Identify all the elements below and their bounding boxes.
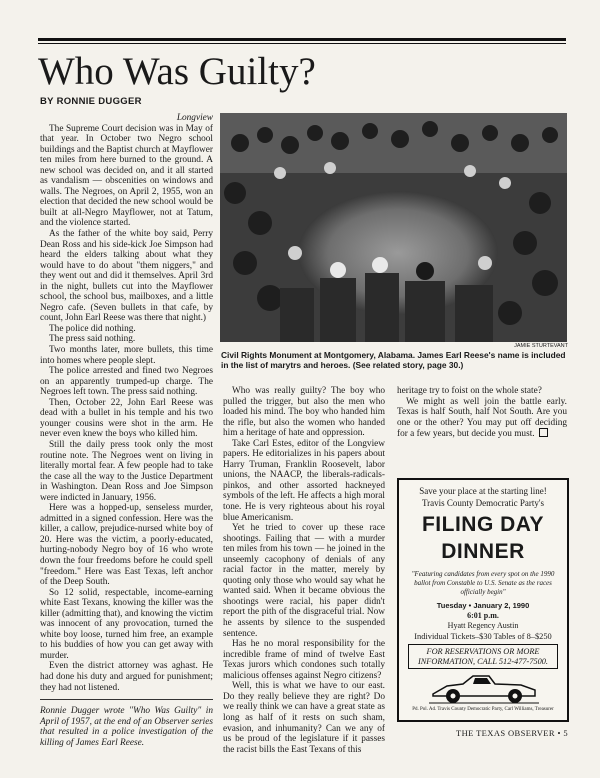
article-column-3: [397, 386, 567, 440]
paragraph: The police did nothing.: [49, 323, 136, 334]
photo-caption: Civil Rights Monument at Montgomery, Alabama. James Earl Reese's name is included in the list of marytrs and heroes. (See related story, page 30.): [221, 350, 566, 370]
article-column-2: [223, 386, 385, 755]
photo-credit: JAMIE STURTEVANT: [514, 343, 568, 349]
dateline: Longview: [176, 113, 213, 123]
paragraph-text: We might as well join the battle early. Texas is half South, half Not South. Are you one or the other? You may put off deciding for a few years, but decide you must.: [397, 396, 567, 440]
paragraph: Two months later, more bullets, this time into homes where people slept.: [40, 345, 213, 366]
article-title: Who Was Guilty?: [38, 50, 316, 93]
paragraph: Even the district attorney was aghast. He had done his duty and argued for punishment; they had not listened.: [40, 661, 213, 693]
ad-tagline: Save your place at the starting line!: [419, 486, 547, 496]
crowd-photo-image: [220, 113, 567, 342]
article-column-1: [40, 113, 213, 748]
paragraph: Here was a hopped-up, senseless murder, admitted in a signed confession. Here was the killer, a callow, prejudice-nursed white boy of 20. Here was the victim, a poorly-educated, hurting-nobody Negro boy of 16 who wrote down the four freedoms before he could spell "freedom." Here was East Texas, left anchor of the Deep South.: [40, 503, 213, 588]
dinner-advertisement: [397, 478, 569, 722]
ad-sponsor: Travis County Democratic Party's: [421, 498, 545, 508]
header-rule-thin: [38, 43, 566, 44]
race-car-icon: [429, 670, 539, 704]
paragraph: heritage try to foist on the whole state?: [397, 386, 542, 396]
end-mark-icon: [539, 428, 548, 437]
paragraph: Still the daily press took only the most routine note. The Negroes went on living in literally mortal fear. A few people had to take the case all the way to the Justice Department in Washington. Dean Ross and Joe Simpson were indicted in January, 1956.: [40, 439, 213, 503]
ad-title-line-1: FILING DAY: [421, 513, 545, 536]
ad-featuring: "Featuring candidates from every spot on the 1990 ballot from Constable to U.S. Senate as the races officially begin": [411, 570, 555, 596]
paragraph: Has he no moral responsibility for the incredible frame of mind of twelve East Texas jurors which condones such totally malicious offenses against Negro citizens?: [223, 639, 385, 681]
paragraph: Yet he tried to cover up these race shootings. Failing that — with a murder ten miles from his town — he joined in the unseemly cacophony of denials of any racial factor in the matter, merely by quoting only those who would say what he wanted said. When it became obvious the shootings were racial, his paper didn't report the pith of the disgraceful trial. Now he assents by silence to the suspended sentence.: [223, 523, 385, 639]
ad-paid-notice: Pd. Pol. Ad. Travis County Democratic Party, Carl Williams, Treasurer: [412, 707, 554, 712]
paragraph: As the father of the white boy said, Perry Dean Ross and his side-kick Joe Simpson had heard the elders talking about what they would have to do about "them niggers," and they went out and did it themselves. April 3rd in the night, bullets cut into the Mayflower school, the school bus, mailboxes, and a little Negro cafe. (Seven bullets in that cafe, by count, John Earl Reese was there that night.): [40, 229, 213, 324]
byline: BY RONNIE DUGGER: [40, 96, 142, 107]
header-rule: [38, 38, 566, 41]
ad-date: Tuesday • January 2, 1990: [436, 601, 530, 610]
paragraph: The press said nothing.: [49, 334, 136, 345]
paragraph: The police arrested and fined two Negroes on an apparently trumped-up charge. The Negroes left town. The press said nothing.: [40, 366, 213, 398]
page-footer: THE TEXAS OBSERVER • 5: [456, 728, 568, 738]
monument-photo: [220, 113, 567, 342]
ad-time: 6:01 p.m.: [467, 611, 499, 620]
ad-reservations-box: FOR RESERVATIONS OR MORE INFORMATION, CALL 512-477-7500.: [408, 644, 558, 669]
ad-title-line-2: DINNER: [441, 540, 525, 563]
ad-venue: Hyatt Regency Austin: [447, 621, 519, 630]
ad-tickets: Individual Tickets–$30 Tables of 8–$250: [414, 632, 552, 641]
paragraph: Well, this is what we have to our east. Do they really believe they are right? Do we really think we can have a great state as long as half of it rests on such sham, evasion, and inhumanity? Can we any of us be proud of the legislature if it passes the racist bills the East Texans of this: [223, 681, 385, 755]
paragraph: The Supreme Court decision was in May of that year. In October two Negro school buildings and the Baptist church at Mayflower ten miles from here burned to the ground. A new school was decided on, and it all started as vandalism — obscenities on windows and walls. The Negroes, on April 2, 1955, won an election that decided the new school would be built at all-Negro Mayflower, not at Tatum, and the violence started.: [40, 123, 213, 229]
author-note: Ronnie Dugger wrote "Who Was Guilty" in April of 1957, at the end of an Observer series that resulted in a police investigation of the killing of James Earl Reese.: [40, 706, 214, 748]
paragraph: Then, October 22, John Earl Reese was dead with a bullet in his temple and his two younger cousins were shot in the arm. He never even knew the boys who killed him.: [40, 397, 213, 440]
paragraph: Who was really guilty? The boy who pulled the trigger, but also the men who loaded his mind. The boy who handed him the rifle, but also the women who handed him a heritage of hate and oppression.: [223, 386, 385, 439]
paragraph: So 12 solid, respectable, income-earning white East Texans, knowing the killer was the killer (admitting that), and knowing the victim was innocent of any provocation, turned the white boy loose, turned him free, an example to his buddies of how you can get away with murder.: [40, 587, 213, 661]
note-divider: [40, 699, 213, 700]
paragraph: [397, 397, 567, 440]
paragraph: Take Carl Estes, editor of the Longview papers. He editorializes in his papers about Harry Truman, Franklin Roosevelt, labor unions, the NAACP, the liberals-radicals-pinkos, and other assorted hackneyed symbols of the left. He affects a high moral tone. He is very righteous about his royal blue Americanism.: [223, 438, 385, 523]
